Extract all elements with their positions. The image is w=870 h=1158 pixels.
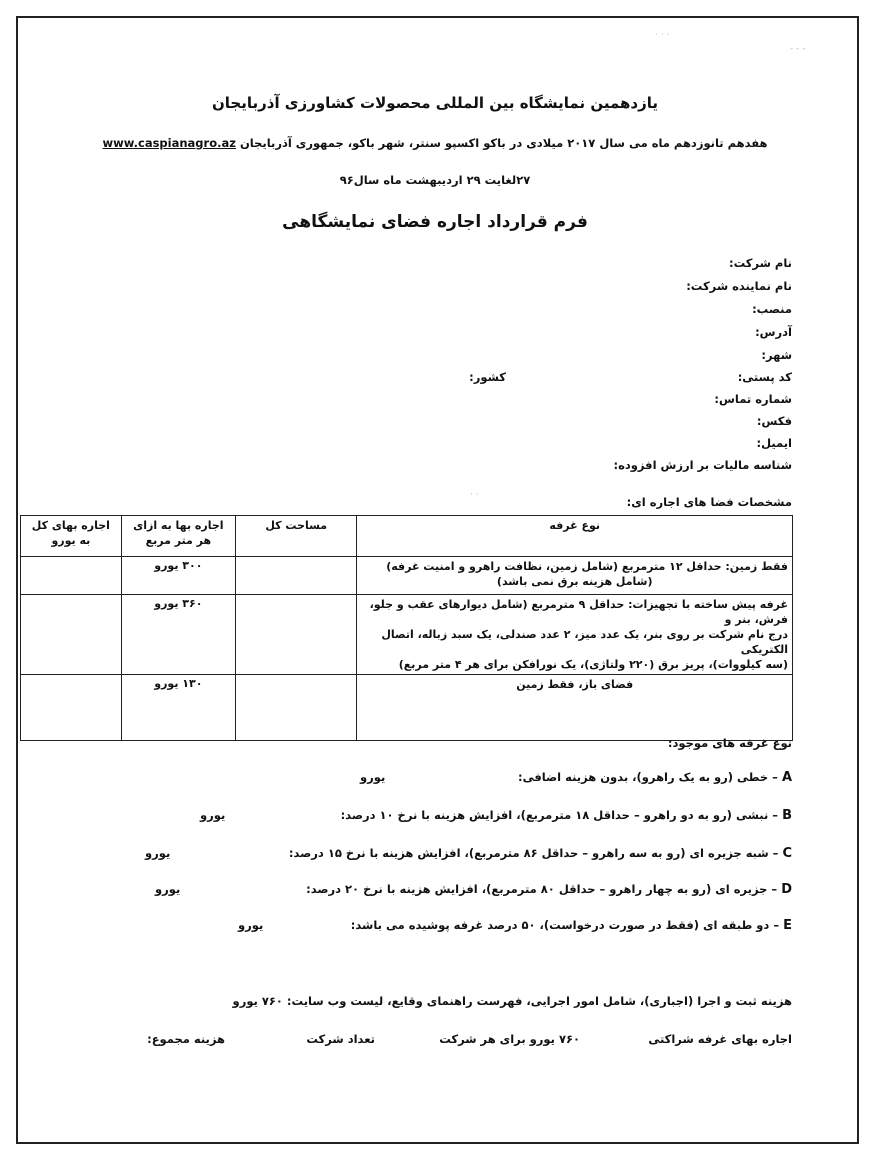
total-cost-label: هزینه مجموع:: [147, 1032, 225, 1046]
exhibition-subtitle: [0, 136, 870, 150]
form-title: فرم قرارداد اجاره فضای نمایشگاهی: [282, 212, 588, 232]
booth-type-cell: فقط زمین: حداقل ۱۲ مترمربع (شامل زمین، نظافت راهرو و امنیت غرفه) (شامل هزینه برق نمی باشد): [357, 557, 793, 595]
booth-type-cell: غرفه پیش ساخته با تجهیزات: حداقل ۹ مترمربع (شامل دیوارهای عقب و جلو، فرش، بنر و درج نام شرکت بر روی بنر، یک عدد میز، ۲ عدد صندلی، یک سبد زباله، اتصال الکتریکی (سه کیلووات)، پریز برق (۲۲۰ ولتاژی)، یک نورافکن برای هر ۴ متر مربع): [357, 595, 793, 675]
field-phone: شماره تماس:: [714, 392, 792, 406]
rate-cell: ۳۰۰ یورو: [121, 557, 235, 595]
total-cell[interactable]: [21, 595, 122, 675]
booth-option-e-unit: یورو: [238, 918, 264, 932]
booth-option-e: E – دو طبقه ای (فقط در صورت درخواست)، ۵۰ درصد غرفه پوشیده می باشد:: [350, 918, 792, 933]
rate-cell: ۱۳۰ یورو: [121, 675, 235, 741]
field-company-name: نام شرکت:: [729, 256, 792, 270]
scan-noise: - - -: [790, 44, 806, 54]
total-cell[interactable]: [21, 675, 122, 741]
website-link[interactable]: www.caspianagro.az: [102, 136, 236, 150]
per-company-price: ۷۶۰ یورو برای هر شرکت: [439, 1032, 580, 1046]
registration-fee: هزینه ثبت و اجرا (اجباری)، شامل امور اجرایی، فهرست راهنمای وقایع، لیست وب سایت: ۷۶۰ یورو: [232, 994, 792, 1008]
field-address: آدرس:: [755, 325, 792, 339]
field-country: کشور:: [469, 370, 506, 384]
field-fax: فکس:: [756, 414, 792, 428]
booth-option-d: D – جزیره ای (رو به چهار راهرو – حداقل ۸۰ مترمربع)، افزایش هزینه با نرخ ۲۰ درصد:: [306, 882, 792, 897]
table-row: [21, 557, 793, 595]
field-city: شهر:: [761, 348, 792, 362]
field-position: منصب:: [752, 302, 792, 316]
field-representative: نام نماینده شرکت:: [686, 279, 792, 293]
field-postal-code: کد پستی:: [737, 370, 792, 384]
spaces-heading: مشخصات فضا های اجاره ای:: [626, 495, 792, 509]
exhibition-title: یازدهمین نمایشگاه بین المللی محصولات کشاورزی آذربایجان: [211, 94, 659, 112]
booth-option-c: C – شبه جزیره ای (رو به سه راهرو – حداقل ۸۶ مترمربع)، افزایش هزینه با نرخ ۱۵ درصد:: [288, 846, 792, 861]
table-row: [21, 595, 793, 675]
booth-types-heading: نوع غرفه های موجود:: [667, 736, 792, 750]
booth-option-a-unit: یورو: [360, 770, 386, 784]
shared-booth-label: اجاره بهای غرفه شراکتی: [648, 1032, 792, 1046]
booth-type-cell: فضای باز، فقط زمین: [357, 675, 793, 741]
table-row: [21, 675, 793, 741]
area-cell[interactable]: [235, 557, 356, 595]
scan-noise: · ·: [470, 490, 479, 500]
col-total-area: مساحت کل: [235, 516, 356, 557]
booth-option-c-unit: یورو: [145, 846, 171, 860]
booth-option-b-unit: یورو: [200, 808, 226, 822]
exhibition-dates: ۲۷لغایت ۲۹ اردیبهشت ماه سال۹۶: [339, 173, 531, 187]
table-header-row: [21, 516, 793, 557]
scan-noise: · · ·: [655, 30, 670, 40]
spaces-table: [20, 515, 793, 741]
subtitle-text: هفدهم تانوزدهم ماه می سال ۲۰۱۷ میلادی در باکو اکسپو سنتر، شهر باکو، جمهوری آذربایجان: [239, 136, 768, 150]
col-rate-per-sqm: اجاره بها به ازای هر متر مربع: [121, 516, 235, 557]
field-email: ایمیل:: [756, 436, 792, 450]
area-cell[interactable]: [235, 595, 356, 675]
col-total-rent: اجاره بهای کل به یورو: [21, 516, 122, 557]
area-cell[interactable]: [235, 675, 356, 741]
field-vat-id: شناسه مالیات بر ارزش افزوده:: [613, 458, 792, 472]
booth-option-d-unit: یورو: [155, 882, 181, 896]
total-cell[interactable]: [21, 557, 122, 595]
col-booth-type: نوع غرفه: [357, 516, 793, 557]
rate-cell: ۳۶۰ یورو: [121, 595, 235, 675]
booth-option-b: B – نبشی (رو به دو راهرو – حداقل ۱۸ مترمربع)، افزایش هزینه با نرخ ۱۰ درصد:: [340, 808, 792, 823]
booth-option-a: A – خطی (رو به یک راهرو)، بدون هزینه اضافی:: [517, 770, 792, 785]
company-count-label: تعداد شرکت: [306, 1032, 375, 1046]
